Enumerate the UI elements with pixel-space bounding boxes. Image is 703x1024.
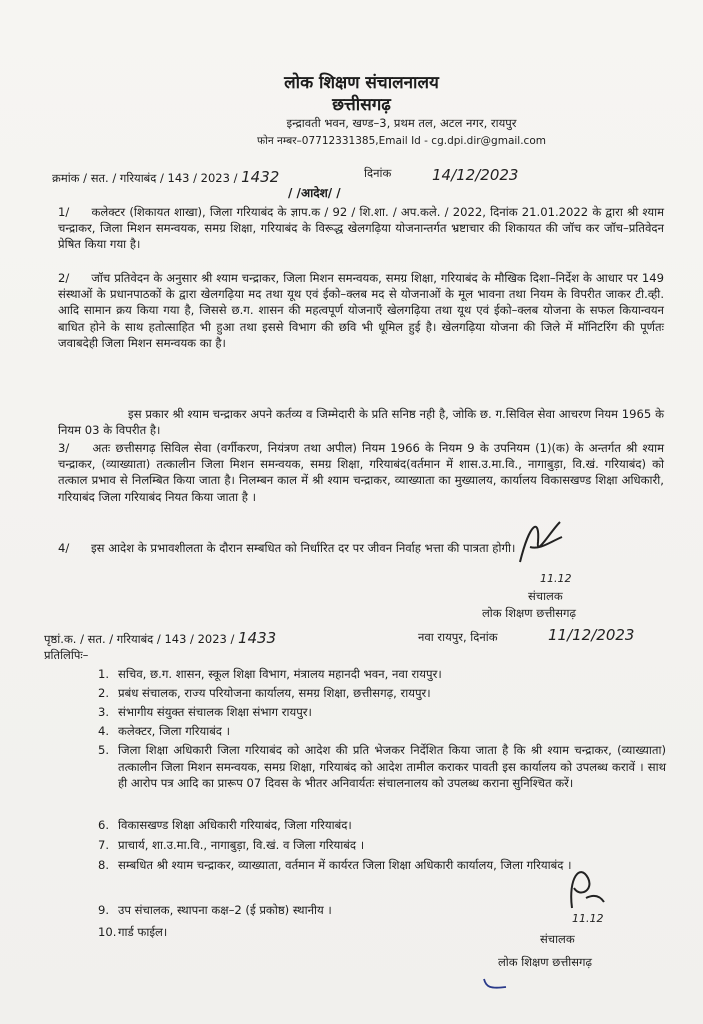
list-item-text: सम्बधित श्री श्याम चन्द्राकर, व्याख्याता, वर्तमान में कार्यरत जिला शिक्षा अधिकारी कार्यालय, जिला गरियाबंद । xyxy=(118,858,572,872)
order-para-2b: इस प्रकार श्री श्याम चन्द्राकर अपने कर्तव्य व जिम्मेदारी के प्रति सनिष्ठ नही है, जोकि छ. ग.सिविल सेवा आचरण नियम 1965 के नियम 03 के विपरीत है। xyxy=(58,407,664,438)
list-item-number: 6. xyxy=(98,818,110,832)
order-heading: / /आदेश/ / xyxy=(288,186,341,200)
org-title: लोक शिक्षण संचालनालय xyxy=(284,73,439,93)
copy-label: प्रतिलिपिः– xyxy=(44,648,89,662)
pen-stroke-mark xyxy=(480,975,510,993)
list-item-number: 2. xyxy=(98,686,110,700)
list-item-number: 7. xyxy=(98,838,110,852)
signatory-org-2: लोक शिक्षण छत्तीसगढ़ xyxy=(498,955,592,969)
order-ref-prefix: क्रमांक / सत. / गरियाबंद / 143 / 2023 / xyxy=(52,171,238,185)
order-para-4 xyxy=(58,540,664,556)
org-contact: फोन नम्बर–07712331385,Email Id - cg.dpi.dir@gmail.com xyxy=(257,135,546,147)
order-date: 14/12/2023 xyxy=(432,166,519,184)
list-item-number: 10. xyxy=(98,925,117,939)
endorsement-ref xyxy=(44,629,276,647)
list-item xyxy=(98,704,658,721)
signature-date-1: 11.12 xyxy=(540,572,572,585)
para-4-number: 4/ xyxy=(58,541,70,555)
list-item xyxy=(98,924,658,941)
para-2-text: जॉच प्रतिवेदन के अनुसार श्री श्याम चन्द्राकर, जिला मिशन समन्वयक, समग्र शिक्षा, गरियाबंद के मौखिक दिशा–निर्देश के आधार पर 149 संस्थाओं के प्रधानपाठकों के द्वारा खेलगढ़िया मद तथा यूथ एवं ईको–क्लब मद से योजनाओं के मूल भावना तथा नियम के विपरीत जाकर टी.व्ही. आदि सामान क्रय किया गया है, जिससे छ.ग. शासन की महत्वपूर्ण योजनाएँ खेलगढ़िया तथा यूथ एवं ईको–क्लब योजना के सफल कियान्वयन बाधित होने के साथ हतोत्साहित भी हुआ तथा इससे विभाग की छवि भी धूमिल हुई है। खेलगढ़िया योजना की जिले में मॉनिटरिंग की पूर्णतः जवाबदेही जिला मिशन समन्वयक का है। xyxy=(58,271,665,350)
order-ref xyxy=(52,168,279,186)
endorsement-date: 11/12/2023 xyxy=(548,626,635,644)
list-item-text: प्रबंध संचालक, राज्य परियोजना कार्यालय, समग्र शिक्षा, छत्तीसगढ़, रायपुर। xyxy=(118,686,431,700)
list-item-text: संभागीय संयुक्त संचालक शिक्षा संभाग रायपुर। xyxy=(118,705,312,719)
list-item-number: 8. xyxy=(98,858,110,872)
signatory-org-1: लोक शिक्षण छत्तीसगढ़ xyxy=(482,606,576,620)
endorsement-place-date-label: नवा रायपुर, दिनांक xyxy=(418,630,498,644)
list-item xyxy=(98,817,658,834)
endorsement-ref-number: 1433 xyxy=(238,629,277,647)
org-address: इन्द्रावती भवन, खण्ड–3, प्रथम तल, अटल नगर, रायपुर xyxy=(286,116,517,130)
list-item xyxy=(98,723,658,740)
signatory-title-2: संचालक xyxy=(540,932,575,946)
list-item-text: गार्ड फाईल। xyxy=(118,925,168,939)
signature-date-2: 11.12 xyxy=(572,912,604,925)
list-item-number: 5. xyxy=(98,743,110,757)
para-1-text: कलेक्टर (शिकायत शाखा), जिला गरियाबंद के ज्ञाप.क / 92 / शि.शा. / अप.कले. / 2022, दिनांक 21.01.2022 के द्वारा श्री श्याम चन्द्राकर, जिला मिशन समन्वयक, समग्र शिक्षा, गरियाबंद के विरूद्ध खेलगढ़िया योजनान्तर्गत भ्रष्टाचार की शिकायत की जॉच कर जॉच–प्रतिवेदन प्रेषित किया गया है। xyxy=(58,205,665,252)
list-item xyxy=(98,666,658,683)
list-item xyxy=(98,685,658,702)
para-4-text: इस आदेश के प्रभावशीलता के दौरान सम्बधित को निर्धारित दर पर जीवन निर्वाह भत्ता की पात्रता होगी। xyxy=(90,541,516,555)
order-ref-number: 1432 xyxy=(241,168,280,186)
list-item xyxy=(98,742,666,792)
list-item-number: 1. xyxy=(98,667,110,681)
order-para-1 xyxy=(58,204,664,253)
signature-mark-1 xyxy=(510,512,570,570)
list-item-text: प्राचार्य, शा.उ.मा.वि., नागाबुड़ा, वि.खं. व जिला गरियाबंद । xyxy=(118,838,365,852)
list-item xyxy=(98,837,658,854)
order-para-3 xyxy=(58,440,664,505)
para-3-text: अतः छत्तीसगढ़ सिविल सेवा (वर्गीकरण, नियंत्रण तथा अपील) नियम 1966 के नियम 9 के उपनियम (1)(क) के अन्तर्गत श्री श्याम चन्द्राकर, (व्याख्याता) तत्कालीन जिला मिशन समन्वयक, समग्र शिक्षा, गरियाबंद(वर्तमान में शास.उ.मा.वि., नागाबुड़ा, वि.खं. गरियाबंद) को तत्काल प्रभाव से निलम्बित किया जाता है। निलम्बन काल में श्री श्याम चन्द्राकर, व्याख्याता का मुख्यालय, कार्यालय विकासखण्ड शिक्षा अधिकारी, गरियाबंद जिला गरियाबंद नियत किया जाता है । xyxy=(58,441,665,504)
list-item-text: जिला शिक्षा अधिकारी जिला गरियाबंद को आदेश की प्रति भेजकर निर्देशित किया जाता है कि श्री श्याम चन्द्राकर, (व्याख्याता) तत्कालीन जिला मिशन समन्वयक, समग्र शिक्षा, गरियाबंद को आदेश तामील कराकर पावती इस कार्यालय को उपलब्ध करावें । साथ ही आरोप पत्र आदि का प्रारूप 07 दिवस के भीतर अनिवार्यतः संचालनालय को उपलब्ध कराना सुनिश्चित करें। xyxy=(118,743,666,790)
para-2-number: 2/ xyxy=(58,271,70,285)
org-state: छत्तीसगढ़ xyxy=(332,95,391,115)
list-item-number: 3. xyxy=(98,705,110,719)
list-item-number: 4. xyxy=(98,724,110,738)
list-item-text: विकासखण्ड शिक्षा अधिकारी गरियाबंद, जिला गरियाबंद। xyxy=(118,818,352,832)
list-item-number: 9. xyxy=(98,903,110,917)
list-item-text: उप संचालक, स्थापना कक्ष–2 (ई प्रकोष्ठ) स्थानीय । xyxy=(118,903,332,917)
para-3-number: 3/ xyxy=(58,441,70,455)
signatory-title-1: संचालक xyxy=(528,589,563,603)
endorsement-ref-prefix: पृष्ठां.क. / सत. / गरियाबंद / 143 / 2023 / xyxy=(44,632,235,646)
list-item-text: कलेक्टर, जिला गरियाबंद । xyxy=(118,724,231,738)
list-item-text: सचिव, छ.ग. शासन, स्कूल शिक्षा विभाग, मंत्रालय महानदी भवन, नवा रायपुर। xyxy=(118,667,442,681)
signature-mark-2 xyxy=(560,858,610,914)
order-para-2 xyxy=(58,270,664,351)
order-date-label: दिनांक xyxy=(364,166,392,180)
para-1-number: 1/ xyxy=(58,205,70,219)
